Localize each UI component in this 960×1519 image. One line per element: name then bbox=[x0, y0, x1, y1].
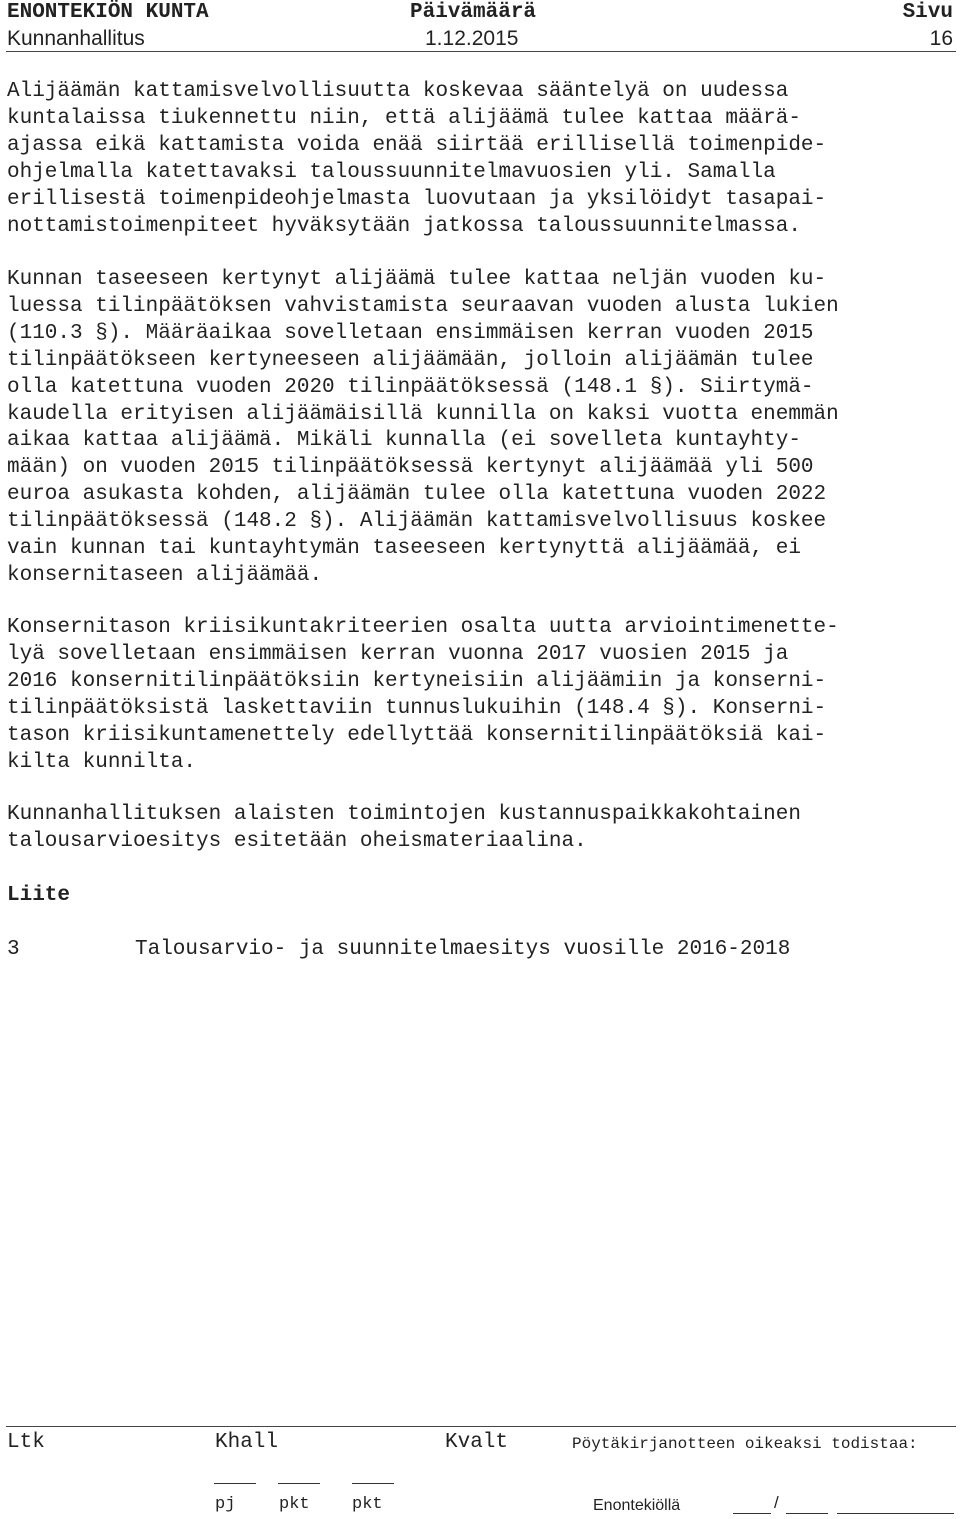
signature-label-pj: pj bbox=[215, 1495, 236, 1514]
attachments-heading: Liite bbox=[7, 884, 71, 907]
signature-line-pkt-1 bbox=[278, 1483, 320, 1484]
date-separator: / bbox=[774, 1493, 779, 1512]
blank-month bbox=[786, 1513, 828, 1514]
footer-khall: Khall bbox=[215, 1431, 279, 1454]
paragraph-text: Konsernitason kriisikuntakriteerien osalta uutta arviointimenette- lyä sovelletaan ensimmäisen kerran vuonna 2017 vuosien 2015 ja 2016 konsernitilinpäätöksiin kertyneisiin alijäämiin ja konserni- tilinpäätöksistä laskettaviin tunnuslukuihin (148.4 §). Konserni- tason kriisikuntamenettely edellyttää konsernitilinpäätöksiä kai- kilta kunnilta. bbox=[7, 616, 839, 774]
paragraph-group-crisis-criteria bbox=[7, 615, 947, 776]
body-name: Kunnanhallitus bbox=[7, 27, 145, 50]
footer-ltk: Ltk bbox=[7, 1431, 45, 1454]
certification-label: Pöytäkirjanotteen oikeaksi todistaa: bbox=[572, 1435, 918, 1453]
footer-divider bbox=[6, 1426, 956, 1427]
attachment-title: Talousarvio- ja suunnitelmaesitys vuosille 2016-2018 bbox=[135, 938, 791, 961]
paragraph-deficit-coverage bbox=[7, 267, 947, 590]
header-divider bbox=[6, 51, 956, 52]
date-label: Päivämäärä bbox=[410, 1, 537, 24]
paragraph-text: Alijäämän kattamisvelvollisuutta koskevaa sääntelyä on uudessa kuntalaissa tiukennettu niin, että alijäämä tulee kattaa määrä- ajassa eikä kattamista voida enää siirtää erillisellä toimenpide- ohjelmalla katettavaksi taloussuunnitelmavuosien yli. Samalla erillisestä toimenpideohjelmasta luovutaan ja yksilöidyt tasapai- nottamistoimenpiteet hyväksytään jatkossa taloussuunnitelmassa. bbox=[7, 80, 827, 238]
certification-place: Enontekiöllä bbox=[593, 1497, 681, 1514]
page-number: 16 bbox=[929, 27, 953, 50]
paragraph-budget-proposal bbox=[7, 802, 947, 856]
attachment-number: 3 bbox=[7, 938, 20, 961]
paragraph-deficit-regulation bbox=[7, 79, 947, 240]
signature-line-pj bbox=[214, 1483, 256, 1484]
page-label: Sivu bbox=[902, 1, 953, 24]
blank-signature bbox=[837, 1513, 954, 1514]
signature-label-pkt-1: pkt bbox=[279, 1495, 310, 1514]
signature-label-pkt-2: pkt bbox=[352, 1495, 383, 1514]
municipality-name: ENONTEKIÖN KUNTA bbox=[7, 1, 209, 24]
meeting-date: 1.12.2015 bbox=[425, 27, 519, 50]
paragraph-text: Kunnan taseeseen kertynyt alijäämä tulee kattaa neljän vuoden ku- luessa tilinpäätöksen vahvistamista seuraavan vuoden alusta lukien (110.3 §). Määräaikaa sovelletaan ensimmäisen kerran vuoden 2015 tilinpäätökseen kertyneeseen alijäämään, jolloin alijäämän tulee olla katettuna vuoden 2020 tilinpäätöksessä (148.1 §). Siirtymä- kaudella erityisen alijäämäisillä kunnilla on kaksi vuotta enemmän aikaa kattaa alijäämä. Mikäli kunnalla (ei sovelleta kuntayhty- mään) on vuoden 2015 tilinpäätöksessä kertynyt alijäämää yli 500 euroa asukasta kohden, alijäämän tulee olla katettuna vuoden 2022 tilinpäätöksessä (148.2 §). Alijäämän kattamisvelvollisuus koskee vain kunnan tai kuntayhtymän taseeseen kertynyttä alijäämää, ei konsernitaseen alijäämää. bbox=[7, 268, 839, 587]
footer-kvalt: Kvalt bbox=[445, 1431, 509, 1454]
signature-line-pkt-2 bbox=[352, 1483, 394, 1484]
paragraph-text: Kunnanhallituksen alaisten toimintojen kustannuspaikkakohtainen talousarvioesitys esitetään oheismateriaalina. bbox=[7, 803, 801, 853]
blank-day bbox=[733, 1513, 771, 1514]
